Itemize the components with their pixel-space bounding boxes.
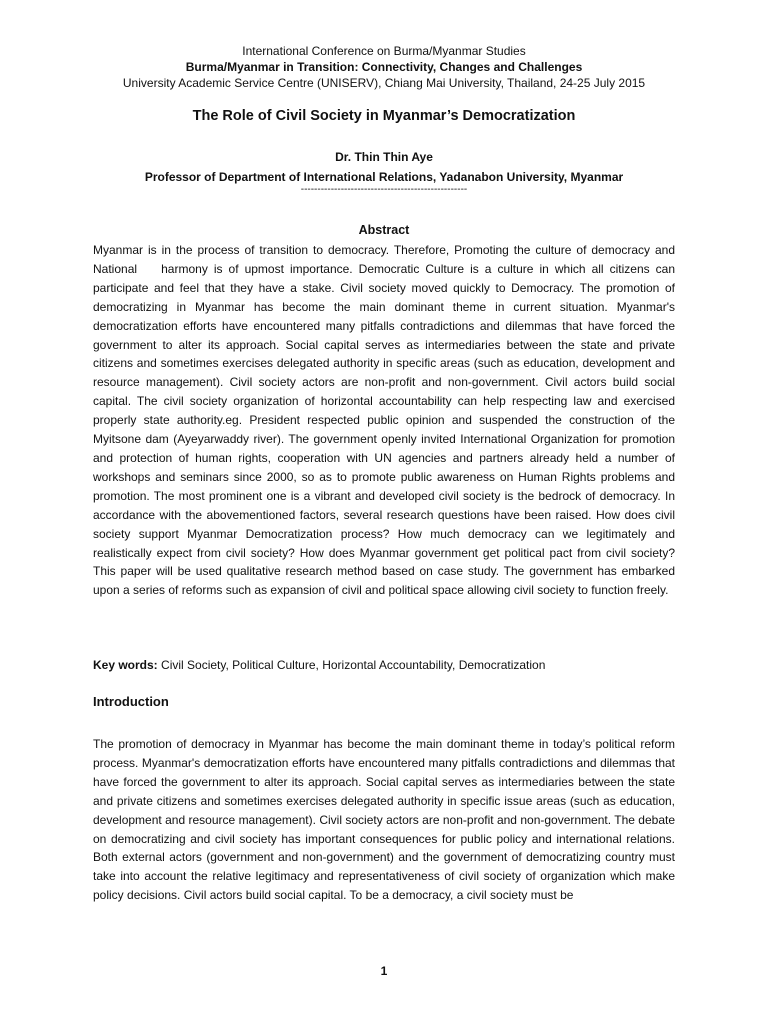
conference-header — [60, 43, 708, 91]
keywords-label: Key words: — [93, 658, 158, 672]
conference-name: International Conference on Burma/Myanmar Studies — [242, 44, 526, 58]
abstract-heading: Abstract — [358, 223, 410, 237]
introduction-text: The promotion of democracy in Myanmar has become the main dominant theme in today’s political reform process. Myanmar's democratization efforts have encountered many pitfalls contradictions and dilemmas that have forced the government to alter its approach. Social capital serves as intermediaries between the state and private citizens and sometimes exercises delegated authority in specific issue areas (such as education, development and resource management). Civil society actors are non-profit and non-government. The debate on democratizing and civil society has important consequences for public policy and international relations. Both external actors (government and non-government) and the government of democratizing country must take into account the relative legitimacy and representativeness of civil society of organization which make policy decisions. Civil actors build social capital. To be a democracy, a civil society must be — [93, 737, 675, 903]
keywords-line — [93, 656, 675, 674]
author-affiliation: Professor of Department of International Relations, Yadanabon University, Myanmar — [144, 170, 624, 184]
keywords-text: Civil Society, Political Culture, Horizontal Accountability, Democratization — [161, 658, 546, 672]
dashed-separator: -------------------------------------------------- — [300, 184, 468, 195]
conference-venue: University Academic Service Centre (UNISERV), Chiang Mai University, Thailand, 24-25 July 2015 — [122, 76, 646, 90]
introduction-heading: Introduction — [93, 694, 169, 709]
abstract-text: Myanmar is in the process of transition to democracy. Therefore, Promoting the culture of democracy and National harmony is of upmost importance. Democratic Culture is a culture in which all citizens can participate and feel that they have a stake. Civil society moved quickly to Democracy. The promotion of democratizing in Myanmar has become the main dominant theme in current situation. Myanmar's democratization efforts have encountered many pitfalls contradictions and dilemmas that have forced the government to alter its approach. Social capital serves as intermediaries between the state and private citizens and sometimes exercises delegated authority in specific areas (such as education, development and resource management). Civil society actors are non-profit and non-government. Civil actors build social capital. The civil society organization of horizontal accountability can help respecting law and exercised properly state authority.eg. President respected public opinion and suspended the construction of the Myitsone dam (Ayeyarwaddy river). The government openly invited International Organization for promotion and protection of human rights, cooperation with UN agencies and partners already held a number of workshops and seminars since 2000, so as to promote public awareness on Human Rights problems and promotion. The most prominent one is a vibrant and developed civil society is the bedrock of democracy. In accordance with the abovementioned factors, several research questions have been raised. How does civil society support Myanmar Democratization process? How much democracy can we legitimately and realistically expect from civil society? How does Myanmar government get political pact from civil society? This paper will be used qualitative research method based on case study. The government has embarked upon a series of reforms such as expansion of civil and political space allowing civil society to function freely. — [93, 243, 675, 598]
author-block — [60, 147, 708, 187]
page-number: 1 — [380, 964, 388, 978]
conference-theme: Burma/Myanmar in Transition: Connectivity, Changes and Challenges — [185, 60, 583, 74]
paper-title: The Role of Civil Society in Myanmar’s Democratization — [192, 108, 576, 124]
author-name: Dr. Thin Thin Aye — [335, 150, 433, 164]
